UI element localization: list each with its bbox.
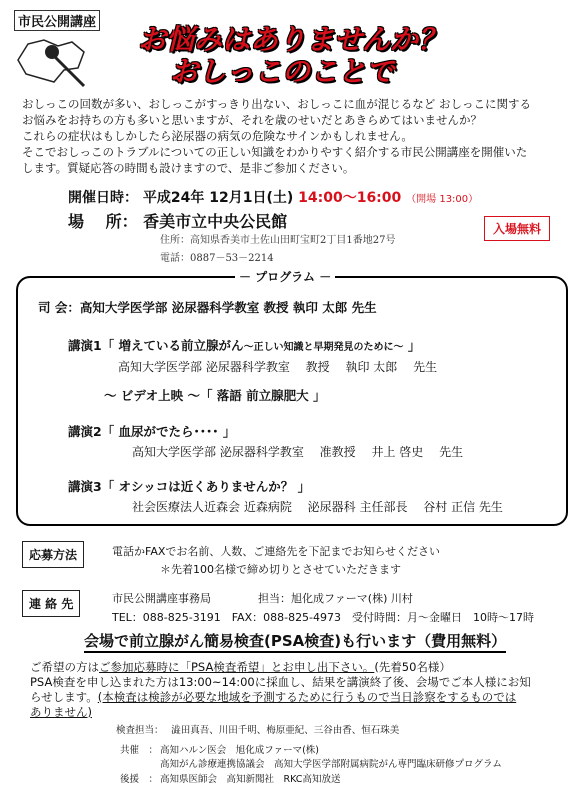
lecture1-title: 講演1「 増えている前立腺がん～正しい知識と早期発見のために～ 」	[68, 338, 421, 353]
headline-line1: お悩みはありませんか？	[138, 23, 447, 56]
headline-line2: おしっこのことで	[170, 55, 395, 88]
event-date: 開催日時： 平成24年 12月1日(土) 14:00～16:00 （開場 13:00）	[68, 190, 479, 206]
intro-text: おしっこの回数が多い、おしっこがすっきり出ない、おしっこに血が混じるなど おしっこに関する お悩みをお持ちの方も多いと思いますが、それを歳のせいだとあきらめてはいませんか？ これらの症状はもしかしたら泌尿器の病気の危険なサインかもしれません。 そこでおしっこのトラブルについての正しい知識をわかりやすく紹介する市民公開講座を開催いた します。質疑応答の時間も設けますので、是非ご参加ください。	[22, 97, 531, 175]
lecture3-speaker: 社会医療法人近森会 近森病院 泌尿器科 主任部長 谷村 正信 先生	[132, 500, 503, 514]
event-place: 場 所： 香美市立中央公民館	[68, 212, 288, 231]
contact-office: 市民公開講座事務局	[112, 592, 211, 605]
event-category-tag: 市民公開講座	[14, 10, 100, 31]
psa-staff: 検査担当： 澁田真吾、川田千明、梅原亜紀、三谷由香、恒石珠美	[116, 725, 400, 736]
lecture2-title: 講演2「 血尿がでたら････ 」	[68, 424, 236, 439]
support-line: 高知県医師会 高知新聞社 RKC高知放送	[160, 774, 341, 785]
apply-label: 応募方法	[22, 541, 84, 568]
free-admission-badge: 入場無料	[484, 216, 550, 241]
video-screening: ～ ビデオ上映 ～「 落語 前立腺肥大 」	[104, 388, 326, 403]
contact-tel-fax: TEL：088-825-3191 FAX：088-825-4973 受付時間：月～金曜日 10時～17時	[112, 611, 535, 624]
lecture3-title: 講演3「 オシッコは近くありませんか？ 」	[68, 479, 311, 494]
cosponsor-line2: 高知がん診療連携協議会 高知大学医学部附属病院がん専門臨床研修プログラム	[160, 759, 502, 770]
psa-details: ご希望の方はご参加応募時に「PSA検査希望」とお申し出下さい。(先着50名様） PSA検査を申し込まれた方は13:00~14:00に採血し、結果を講演終了後、会場でご本人様にお知 らせします。(本検査は検診が必要な地域を予測するために行うもので当日診察をするものでは ありません)	[30, 660, 531, 719]
apply-instructions: 電話かFAXでお名前、人数、ご連絡先を下記までお知らせください	[112, 545, 441, 558]
psa-title: 会場で前立腺がん簡易検査(PSA検査)も行います（費用無料）	[84, 630, 506, 653]
lecture2-speaker: 高知大学医学部 泌尿器科学教室 准教授 井上 啓史 先生	[132, 445, 464, 459]
venue-phone: 電話：0887－53－2214	[160, 253, 274, 264]
venue-address: 住所：高知県香美市土佐山田町宝町2丁目1番地27号	[160, 235, 396, 246]
program-title: － プログラム －	[235, 268, 335, 285]
apply-limit-note: ＊先着100名様で締め切りとさせていただきます	[160, 563, 401, 576]
support-label: 後援 ：	[120, 774, 159, 785]
program-chair: 司 会：高知大学医学部 泌尿器科学教室 教授 執印 太郎 先生	[38, 300, 377, 315]
logo-emblem	[14, 30, 94, 92]
contact-person: 担当：旭化成ファーマ(株) 川村	[258, 592, 413, 605]
cosponsor-label: 共催 ：	[120, 745, 159, 756]
lecture1-speaker: 高知大学医学部 泌尿器科学教室 教授 執印 太郎 先生	[118, 360, 438, 374]
contact-label: 連 絡 先	[22, 590, 80, 617]
cosponsor-line1: 高知ハルン医会 旭化成ファーマ(株)	[160, 745, 319, 756]
